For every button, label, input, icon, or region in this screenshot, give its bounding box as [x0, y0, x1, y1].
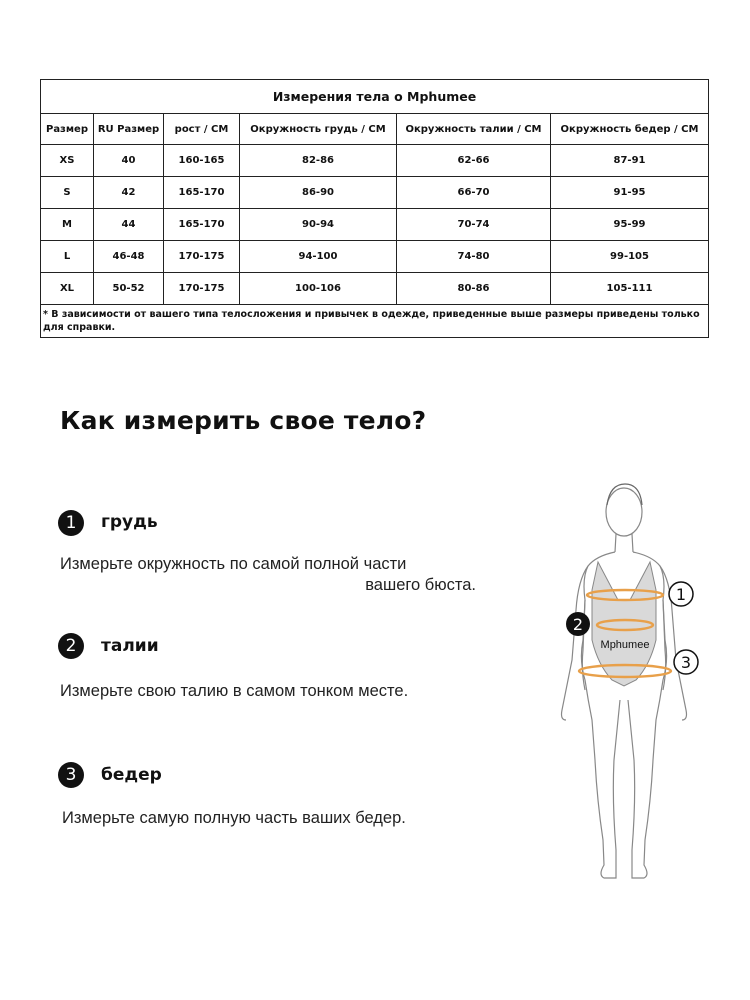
step-number-badge: 1 — [58, 510, 84, 536]
table-cell: 70-74 — [397, 209, 551, 241]
column-header: Окружность бедер / CM — [551, 114, 709, 145]
table-cell: 87-91 — [551, 145, 709, 177]
column-header: RU Размер — [94, 114, 164, 145]
table-cell: 95-99 — [551, 209, 709, 241]
table-cell: 40 — [94, 145, 164, 177]
table-cell: 100-106 — [240, 273, 397, 305]
step-title: бедер — [101, 765, 162, 785]
table-cell: 50-52 — [94, 273, 164, 305]
table-cell: 44 — [94, 209, 164, 241]
table-cell: L — [41, 241, 94, 273]
description-line: вашего бюста. — [365, 576, 476, 594]
step-title: грудь — [101, 512, 158, 532]
figure-marker-3 — [674, 650, 698, 674]
step-description — [60, 681, 408, 702]
step-number-badge: 2 — [58, 633, 84, 659]
svg-text:1: 1 — [675, 585, 687, 604]
table-row — [41, 209, 709, 241]
table-cell: 82-86 — [240, 145, 397, 177]
table-cell: XL — [41, 273, 94, 305]
table-cell: 66-70 — [397, 177, 551, 209]
column-header: Размер — [41, 114, 94, 145]
table-title: Измерения тела о Mphumee — [41, 80, 709, 114]
table-cell: 86-90 — [240, 177, 397, 209]
column-header: Окружность талии / CM — [397, 114, 551, 145]
table-footnote: * В зависимости от вашего типа телосложения и привычек в одежде, приведенные выше размеры приведены только для справки. — [41, 305, 709, 338]
table-row — [41, 241, 709, 273]
table-cell: 165-170 — [164, 209, 240, 241]
column-header: Окружность грудь / CM — [240, 114, 397, 145]
step-description — [60, 554, 476, 596]
body-measurement-figure — [540, 470, 710, 890]
table-row — [41, 177, 709, 209]
description-line: Измерьте самую полную часть ваших бедер. — [62, 809, 406, 827]
table-header-row — [41, 114, 709, 145]
table-cell: 46-48 — [94, 241, 164, 273]
table-cell: 42 — [94, 177, 164, 209]
table-row — [41, 273, 709, 305]
figure-marker-1 — [669, 582, 693, 606]
step-description — [62, 808, 406, 829]
size-chart-table — [40, 79, 709, 338]
figure-marker-2 — [566, 612, 590, 636]
step-title: талии — [101, 636, 159, 656]
table-cell: M — [41, 209, 94, 241]
svg-text:3: 3 — [680, 653, 692, 672]
figure-brand-label: Mphumee — [600, 639, 650, 651]
column-header: рост / CM — [164, 114, 240, 145]
table-cell: 91-95 — [551, 177, 709, 209]
step-number-badge: 3 — [58, 762, 84, 788]
table-cell: 170-175 — [164, 241, 240, 273]
table-cell: XS — [41, 145, 94, 177]
description-line: Измерьте окружность по самой полной части — [60, 555, 407, 573]
table-cell: 170-175 — [164, 273, 240, 305]
svg-text:2: 2 — [572, 615, 584, 634]
swimsuit-shape — [592, 562, 656, 686]
table-cell: 80-86 — [397, 273, 551, 305]
table-cell: S — [41, 177, 94, 209]
table-cell: 165-170 — [164, 177, 240, 209]
table-cell: 99-105 — [551, 241, 709, 273]
table-cell: 74-80 — [397, 241, 551, 273]
page-heading: Как измерить свое тело? — [60, 406, 427, 435]
table-cell: 160-165 — [164, 145, 240, 177]
description-line: Измерьте свою талию в самом тонком месте. — [60, 682, 409, 700]
table-cell: 62-66 — [397, 145, 551, 177]
table-row — [41, 145, 709, 177]
table-cell: 94-100 — [240, 241, 397, 273]
table-cell: 90-94 — [240, 209, 397, 241]
table-cell: 105-111 — [551, 273, 709, 305]
